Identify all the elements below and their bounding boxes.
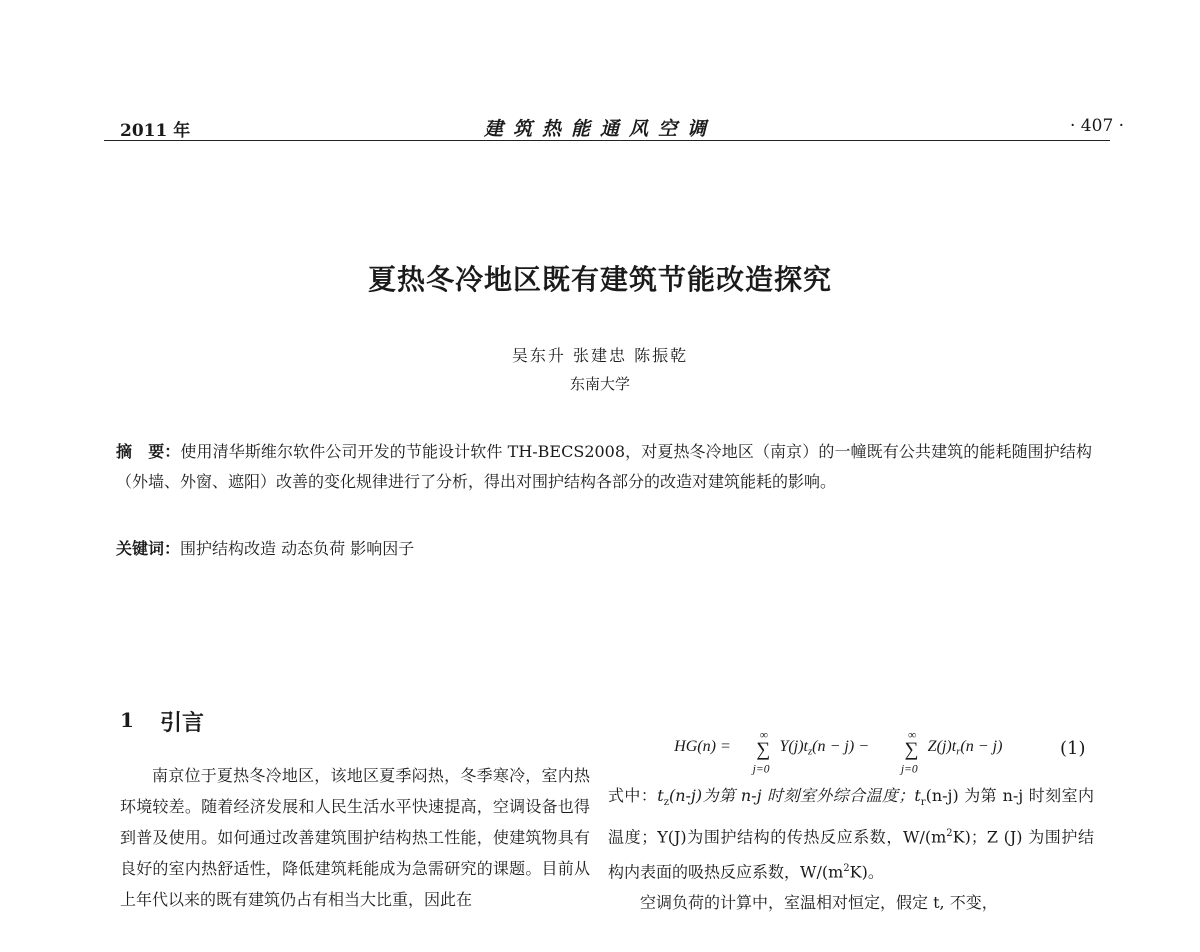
- text-run: K)；Z (J) 为围护结构内表面的吸热反应系数，W/(m: [608, 827, 1094, 881]
- running-header-year: 2011 年: [120, 121, 191, 141]
- abstract-text: 使用清华斯维尔软件公司开发的节能设计软件 TH-BECS2008，对夏热冬冷地区（南京）的一幢既有公共建筑的能耗随围护结构（外墙、外窗、遮阳）改善的变化规律进行了分析，得出对围护结构各部分的改造对建筑能耗的影响。: [116, 442, 1092, 491]
- equation-number: (1): [1060, 738, 1086, 759]
- keywords-text: 围护结构改造 动态负荷 影响因子: [180, 539, 415, 558]
- abstract: [116, 437, 1092, 497]
- section-title: 引言: [160, 711, 205, 736]
- term-2: $Z(j)t_r(n - j)$: [927, 738, 1003, 758]
- keywords: [116, 536, 414, 559]
- text-run: 式中：: [608, 786, 658, 805]
- abstract-label: 摘 要：: [116, 442, 181, 461]
- text-run: (n-j)为第 n-j 时刻室外综合温度；: [668, 786, 915, 805]
- running-header-journal: 建筑热能通风空调: [484, 118, 717, 140]
- affiliation: 东南大学: [569, 375, 630, 393]
- header-rule: [104, 140, 1110, 141]
- paper-title: 夏热冬冷地区既有建筑节能改造探究: [367, 263, 832, 296]
- text-run: (n-j) 为第 n-j 时刻室内温度；Y(J)为围护结构的传热反应系数，W/(m: [608, 786, 1094, 847]
- equation-1: [650, 726, 1100, 776]
- sum-symbol: ∑: [756, 738, 771, 761]
- equation-explanation: 式中：$t_z(n-j)$为第 n-j 时刻室外综合温度；$t_r(n-j)$ 为第 n-j 时刻室内温度；Y(J)为围护结构的传热反应系数，$W/(m^2K)$；Z (J) 为围护结构内表面的吸热反应系数，$W/(m^2K)$。: [608, 786, 1094, 881]
- right-column-text: [608, 780, 1094, 918]
- text-run: t: [914, 786, 921, 805]
- section-number: 1: [120, 708, 134, 732]
- authors: 吴东升 张建忠 陈振乾: [511, 346, 689, 365]
- sum-lower-limit: j=0: [752, 762, 770, 776]
- equation-lhs: HG(n) =: [674, 738, 731, 755]
- intro-paragraph: 南京位于夏热冬冷地区，该地区夏季闷热，冬季寒冷，室内热环境较差。随着经济发展和人民生活水平快速提高，空调设备也得到普及使用。如何通过改善建筑围护结构热工性能，使建筑物具有良好的室内热舒适性，降低建筑耗能成为急需研究的课题。目前从上年代以来的既有建筑仍占有相当大比重，因此在: [120, 766, 590, 909]
- keywords-label: 关键词：: [116, 539, 181, 558]
- sum2-symbol: ∑: [904, 738, 919, 761]
- sum2-lower-limit: j=0: [900, 762, 918, 776]
- term-1: $Y(j)t_z(n - j)$ −: [779, 738, 870, 758]
- running-header-page-number: · 407 ·: [1070, 116, 1125, 136]
- text-run: K)。: [849, 861, 884, 881]
- paragraph: 空调负荷的计算中，室温相对恒定，假定 t, 不变，: [640, 892, 998, 912]
- text-run: t: [657, 786, 664, 805]
- sum2-upper-limit: ∞: [908, 728, 917, 742]
- sum-upper-limit: ∞: [759, 728, 769, 742]
